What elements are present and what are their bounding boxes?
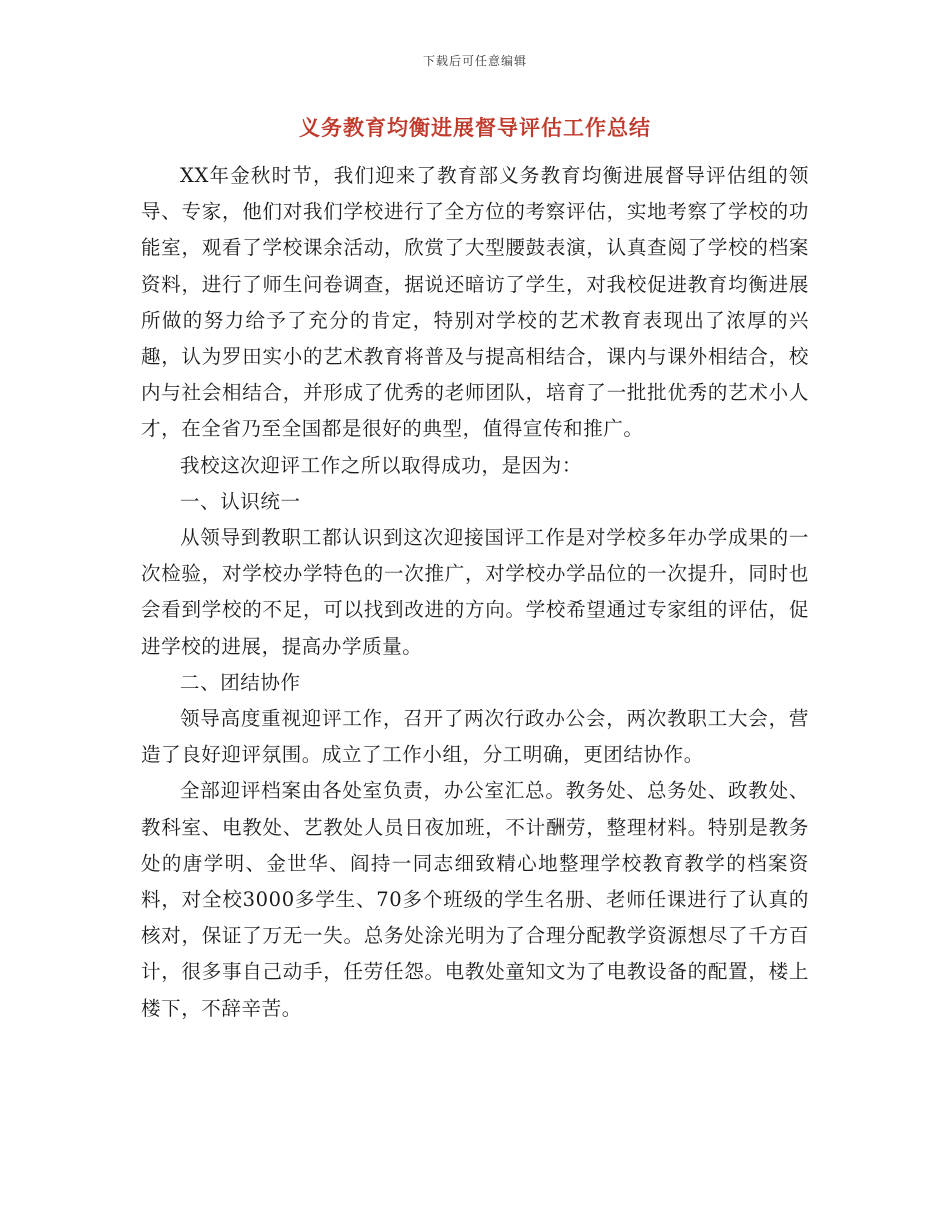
paragraph-section-2b: 全部迎评档案由各处室负责，办公室汇总。教务处、总务处、政教处、教科室、电教处、艺教处人员日夜加班，不计酬劳，整理材料。特别是教务处的唐学明、金世华、阎持一同志细致精心地整理学校教育教学的档案资料，对全校3000多学生、70多个班级的学生名册、老师任课进行了认真的核对，保证了万无一失。总务处涂光明为了合理分配教学资源想尽了千方百计，很多事自己动手，任劳任怨。电教处童知文为了电教设备的配置，楼上楼下，不辞辛苦。	[141, 779, 809, 1020]
section-heading-1: 一、认识统一	[180, 489, 301, 513]
paragraph-reason: 我校这次迎评工作之所以取得成功，是因为：	[180, 453, 583, 477]
paragraph-section-1: 从领导到教职工都认识到这次迎接国评工作是对学校多年办学成果的一次检验，对学校办学特色的一次推广，对学校办学品位的一次提升，同时也会看到学校的不足，可以找到改进的方向。学校希望通过专家组的评估，促进学校的进展，提高办学质量。	[141, 526, 809, 658]
document-body	[141, 158, 809, 1027]
section-heading-2: 二、团结协作	[180, 670, 301, 694]
document-title: 义务教育均衡进展督导评估工作总结	[299, 115, 651, 140]
paragraph-section-2a: 领导高度重视迎评工作，召开了两次行政办公会，两次教职工大会，营造了良好迎评氛围。成立了工作小组，分工明确，更团结协作。	[141, 707, 809, 767]
header-note: 下载后可任意编辑	[422, 54, 527, 68]
paragraph-intro: XX年金秋时节，我们迎来了教育部义务教育均衡进展督导评估组的领导、专家，他们对我们学校进行了全方位的考察评估，实地考察了学校的功能室，观看了学校课余活动，欣赏了大型腰鼓表演，认真查阅了学校的档案资料，进行了师生问卷调查，据说还暗访了学生，对我校促进教育均衡进展所做的努力给予了充分的肯定，特别对学校的艺术教育表现出了浓厚的兴趣，认为罗田实小的艺术教育将普及与提高相结合，课内与课外相结合，校内与社会相结合，并形成了优秀的老师团队，培育了一批批优秀的艺术小人才，在全省乃至全国都是很好的典型，值得宣传和推广。	[141, 164, 809, 441]
